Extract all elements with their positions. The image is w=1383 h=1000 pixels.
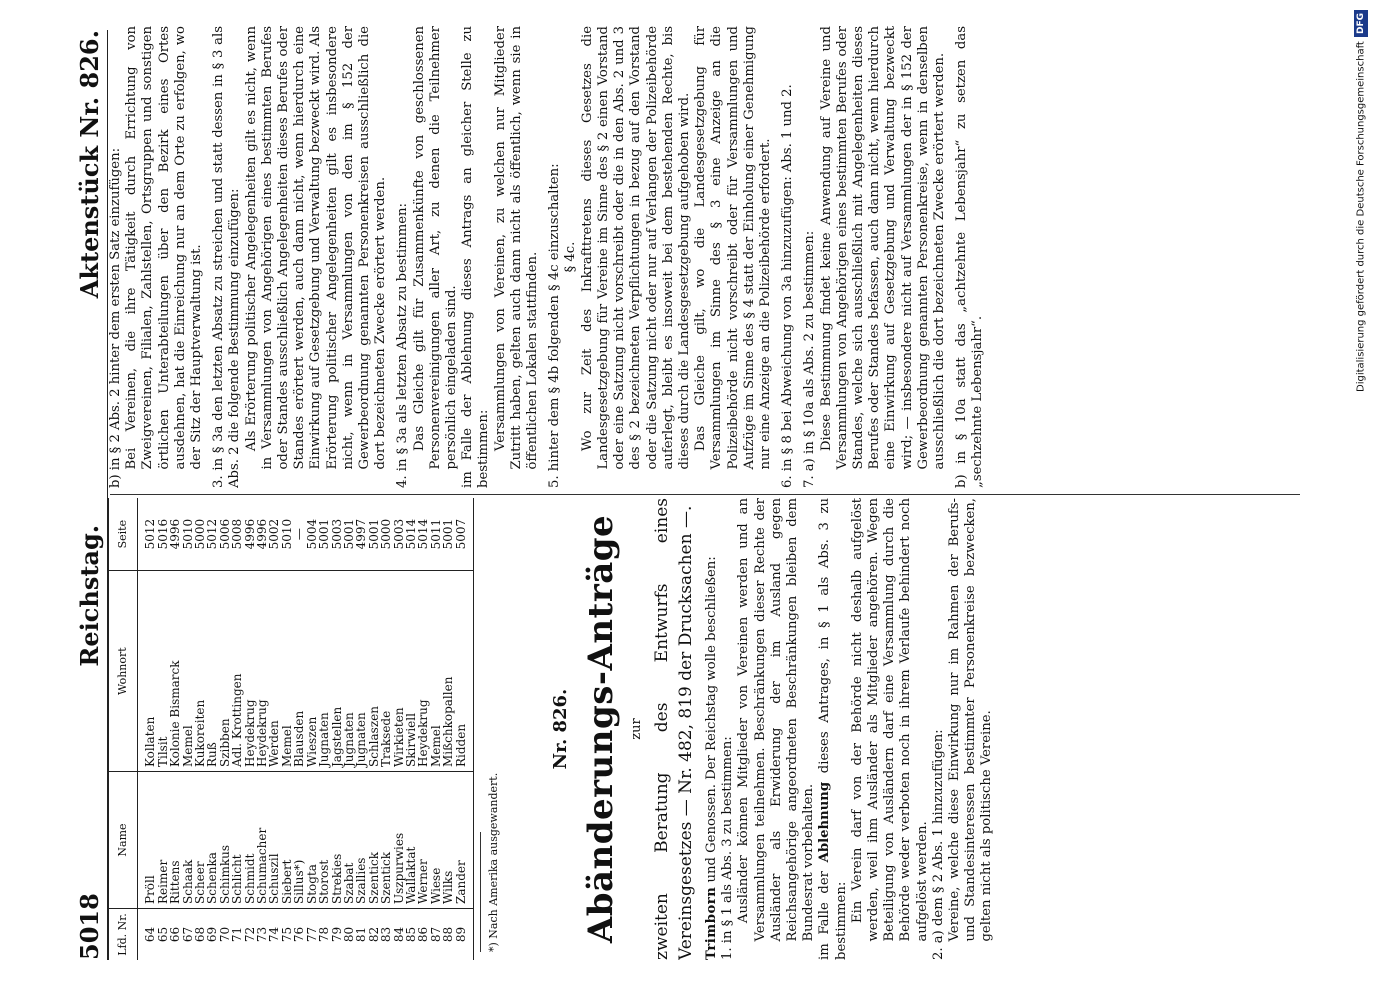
cell-name: Szabat [343,772,355,909]
cell-wohnort: Jugnaten [343,571,355,772]
cell-seite: 5006 [219,498,231,571]
cell-nr: 72 [242,926,257,943]
cell-nr: 74 [267,926,282,943]
cell-wohnort: Wieszen [306,571,318,772]
cell-seite: 5012 [206,498,218,571]
header-aktenstueck: Aktenstück Nr. 826. [75,30,104,299]
cell-seite: 5003 [393,498,405,571]
document-number: Nr. 826. [549,688,571,770]
item-4b-head: im Falle der Ablehnung dieses Antrags an gleicher Stelle zu bestimmen: [460,26,492,488]
cell-nr: 69 [205,926,220,943]
cell-seite: 5003 [331,498,343,571]
table-body [138,498,474,960]
cell-wohnort: Memel [182,571,194,772]
cell-wohnort: Jagstellen [331,571,343,772]
document-zur: zur [628,718,644,740]
intro-rest: und Genossen. Der Reichstag wolle beschließen: [703,556,719,883]
cell-nr: 68 [193,926,208,943]
item-5-body-1: Wo zur Zeit des Inkrafttretens dieses Gesetzes die Landesgesetzgebung für Vereine im Sinne des § 2 einen Vorstand oder eine Satzung nicht vorschreibt oder die in den Abs. 2 und 3 des § 2 bezeichneten Verpflichtungen in bezug auf den Vorstand oder die Satzung nicht oder nur auf Verlangen der Polizeibehörde auferlegt, bleibt es insoweit bei dem bestehenden Rechte, bis dieses durch die Landesgesetzgebung aufgehoben wird. [579,26,692,470]
cell-name: Schmidt [244,772,256,909]
cell-name: Storost [318,772,330,909]
cell-name: Schlicht [231,772,243,909]
table-row [455,498,474,960]
cell-wohnort: Traksede [380,571,392,772]
item-2a-head: 2. a) dem § 2 Abs. 1 hinzuzufügen: [930,729,946,960]
table-row [355,498,367,960]
cell-wohnort: Kolonie Bismarck [169,571,181,772]
cell-nr: 70 [217,926,232,943]
credit-text: Digitalisierung gefördert durch die Deutsche Forschungsgemeinschaft [1355,41,1367,392]
footnote-separator [480,832,481,952]
cell-nr: 76 [292,926,307,943]
cell-seite: 5001 [343,498,355,571]
cell-nr: 64 [143,926,158,943]
item-2a-body: Vereine, welche diese Einwirkung nur im Rahmen der Berufs- und Standesinteressen bestimmter Personenkreise bezwecken, gelten nicht als politische Vereine. [947,498,995,942]
table-row [417,498,429,960]
cell-nr: 73 [255,926,270,943]
cell-nr: 85 [403,926,418,943]
cell-nr: 75 [279,926,294,943]
item-5-body-2: Das Gleiche gilt, wo die Landesgesetzgebung für Versammlungen im Sinne des § 3 eine Anzeige an die Polizeibehörde nicht vorschreibt oder für Versammlungen und Aufzüge im Sinne des § 4 statt der Einholung einer Genehmigung nur eine Anzeige an die Polizeibehörde erfordert. [693,26,773,470]
table-row [318,498,330,960]
dfg-logo: DFG [1354,10,1368,37]
cell-name: Sillus*) [293,772,305,909]
cell-name: Schaak [182,772,194,909]
item-1b-post: dieses Antrages, in § 1 als Abs. 3 zu bestimmen: [817,498,849,960]
cell-seite: 5007 [455,498,474,571]
item-2b-head: b) in § 2 Abs. 2 hinter dem ersten Satz einzufügen: [108,147,123,488]
cell-name: Wallaktat [405,772,417,909]
cell-seite: 5011 [430,498,442,571]
document-title: Abänderungs-Anträge [580,514,621,944]
cell-nr: 78 [317,926,332,943]
cell-wohnort: Mißchkopallen [442,571,454,772]
cell-seite: 5000 [194,498,206,571]
cell-seite: 4996 [169,498,181,571]
item-1b-body: Ein Verein darf von der Behörde nicht deshalb aufgelöst werden, weil ihm Ausländer als Mitglieder angehören. Wegen Beteiligung von Ausländern darf eine Versammlung durch die Behörde weder verboten noch in ihrem Verlaufe behindert noch aufgelöst werden. [849,498,930,942]
cell-wohnort: Werden [268,571,280,772]
cell-name: Siebert [281,772,293,909]
page-header [64,30,108,960]
cell-name: Schenka [206,772,218,909]
cell-name: Wilks [442,772,454,909]
cell-name: Szallies [355,772,367,909]
left-column [108,498,1308,960]
cell-name: Werner [417,772,429,909]
item-4b-body: Versammlungen von Vereinen, zu welchen nur Mitglieder Zutritt haben, gelten auch dann nicht als öffentlich, wenn sie in öffentlichen Lokalen stattfinden. [492,26,541,470]
table-row [206,498,218,960]
table-row [231,498,243,960]
item-1-head: 1. in § 1 als Abs. 3 zu bestimmen: [720,736,736,960]
cell-name: Schuszil [268,772,280,909]
cell-name: Uszpurwies [393,772,405,909]
cell-seite: 5010 [281,498,293,571]
header-title: Reichstag. [75,524,104,667]
cell-nr: 87 [428,926,443,943]
item-4-body: Das Gleiche gilt für Zusammenkünfte von geschlossenen Personenvereinigungen aller Art, zu denen die Teilnehmer persönlich eingeladen sind. [411,26,460,470]
cell-name: Schumacher [256,772,268,909]
table-row [169,498,181,960]
item-7a-head: 7. a) in § 10a als Abs. 2 zu bestimmen: [802,230,818,488]
item-1b-pre: im Falle der [817,871,833,960]
members-table [108,498,474,960]
item-5-paragraph-sign: § 4c. [563,241,579,273]
cell-wohnort: Jugnaten [355,571,367,772]
col-header-wohnort: Wohnort [109,571,138,772]
cell-wohnort: Heydekrug [244,571,256,772]
table-row [268,498,280,960]
cell-name: Stogta [306,772,318,909]
cell-nr: 65 [155,926,170,943]
cell-seite: 5000 [380,498,392,571]
cell-seite: 5010 [182,498,194,571]
cell-nr: 80 [341,926,356,943]
document-subtitle: zweiten Beratung des Entwurfs eines Vereinsgesetzes — Nr. 482, 819 der Drucksachen —. [651,498,696,960]
item-1b-head [817,498,849,960]
col-header-name: Name [109,772,138,909]
intro-name: Trimborn [703,886,719,960]
cell-nr: 71 [230,926,245,943]
cell-nr: 89 [455,909,474,961]
table-row [442,498,454,960]
table-row [380,498,392,960]
cell-seite: 4996 [244,498,256,571]
cell-name: Wiese [430,772,442,909]
cell-wohnort: Memel [281,571,293,772]
cell-name: Rittens [169,772,181,909]
cell-name: Strekies [331,772,343,909]
cell-seite: 5002 [268,498,280,571]
cell-name: Szentick [380,772,392,909]
col-header-nr: Lfd. Nr. [109,909,138,961]
cell-seite: 5008 [231,498,243,571]
item-3-body: Als Erörterung politischer Angelegenheiten gilt es nicht, wenn in Versammlungen von Angehörigen eines bestimmten Berufes oder Standes ausschließlich Angelegenheiten dieses Berufes oder Standes erörtert werden, auch dann nicht, wenn hierdurch eine Einwirkung auf Gesetzgebung und Verwaltung bezweckt wird. Als Erörterung politischer Angelegenheiten gilt es insbesondere nicht, wenn in Versammlungen von den im § 152 der Gewerbeordnung genannten Personenkreisen ausschließlich die dort bezeichneten Zwecke erörtert werden. [243,26,389,470]
cell-name: Pröll [138,772,157,909]
cell-wohnort: Jugnaten [318,571,330,772]
item-2b-body: Bei Vereinen, die ihre Tätigkeit durch Errichtung von Zweigvereinen, Filialen, Zahlstellen, Ortsgruppen und sonstigen örtlichen Unterabteilungen über den Bezirk eines Ortes ausdehnen, hat die Einreichung nur an dem Orte zu erfolgen, wo der Sitz der Hauptverwaltung ist. [124,26,205,470]
cell-nr: 83 [379,926,394,943]
item-1b-bold: Ablehnung [817,781,833,863]
cell-seite: 5016 [157,498,169,571]
cell-name: Szentick [368,772,380,909]
cell-name: Zander [455,772,474,909]
cell-wohnort: Wirkieten [393,571,405,772]
cell-wohnort: Adl. Krottingen [231,571,243,772]
cell-name: Scheer [194,772,206,909]
item-3-head: 3. in § 3a den letzten Absatz zu streichen und statt dessen in § 3 als Abs. 2 die folgende Bestimmung einzufügen: [211,26,243,488]
cell-seite: 5012 [138,498,157,571]
cell-seite: 4997 [355,498,367,571]
cell-seite: 4996 [256,498,268,571]
cell-seite: — [293,498,305,571]
intro-paragraph [704,498,720,960]
cell-nr: 88 [441,926,456,943]
cell-seite: 5001 [368,498,380,571]
cell-nr: 79 [329,926,344,943]
cell-wohnort: Kukoreiten [194,571,206,772]
cell-seite: 5014 [417,498,429,571]
cell-wohnort: Schlaszen [368,571,380,772]
cell-wohnort: Memel [430,571,442,772]
table-row [293,498,305,960]
cell-nr: 86 [416,926,431,943]
cell-nr: 67 [180,926,195,943]
digitization-credit [1346,10,1376,990]
item-6-head: 6. in § 8 bei Abweichung von 3a hinzuzufügen: Abs. 1 und 2. [780,84,796,488]
column-divider [110,494,1300,495]
col-header-seite: Seite [109,498,138,571]
item-7a-body: Diese Bestimmung findet keine Anwendung auf Vereine und Versammlungen von Angehörigen eines bestimmten Berufes oder Standes, welche sich ausschließlich mit Angelegenheiten dieses Berufes oder Standes befassen, auch dann nicht, wenn hierdurch eine Einwirkung auf Gesetzgebung und Verwaltung bezweckt wird; — insbesondere nicht auf Versammlungen der in § 152 der Gewerbeordnung genannten Personenkreise, wenn in denselben ausschließlich die dort bezeichneten Zwecke erörtert werden. [818,26,947,470]
right-column [108,26,1308,488]
cell-nr: 81 [354,926,369,943]
cell-name: Schimkus [219,772,231,909]
table-footnote: *) Nach Amerika ausgewandert. [486,772,500,952]
cell-nr: 66 [168,926,183,943]
item-7b: b) in § 10a statt das „achtzehnte Lebensjahr“ zu setzen das „sechzehnte Lebensjahr“. [954,26,986,488]
cell-wohnort: Tilsit [157,571,169,772]
cell-wohnort: Blausden [293,571,305,772]
item-1-body: Ausländer können Mitglieder von Vereinen werden und an Versammlungen teilnehmen. Beschränkungen dieser Rechte der Ausländer als Erwiderung der im Ausland gegen Reichsangehörige angeordneten Beschränkungen bleiben dem Bundesrat vorbehalten. [736,498,817,942]
cell-name: Reimer [157,772,169,909]
page-number: 5018 [75,893,104,960]
cell-nr: 82 [366,926,381,943]
cell-wohnort: Heydekrug [256,571,268,772]
cell-seite: 5014 [405,498,417,571]
table-row [138,498,157,960]
cell-seite: 5001 [318,498,330,571]
cell-wohnort: Heydekrug [417,571,429,772]
cell-seite: 5004 [306,498,318,571]
item-4-head: 4. in § 3a als letzten Absatz zu bestimmen: [395,203,411,488]
cell-seite: 5001 [442,498,454,571]
cell-wohnort: Szibben [219,571,231,772]
cell-wohnort: Skirwiell [405,571,417,772]
cell-nr: 77 [304,926,319,943]
item-5-head: 5. hinter dem § 4b folgenden § 4c einzuschalten: [547,163,563,488]
cell-wohnort: Kollaten [138,571,157,772]
cell-nr: 84 [391,926,406,943]
table-header-row [109,498,138,960]
cell-wohnort: Ridden [455,571,474,772]
cell-wohnort: Ruß [206,571,218,772]
